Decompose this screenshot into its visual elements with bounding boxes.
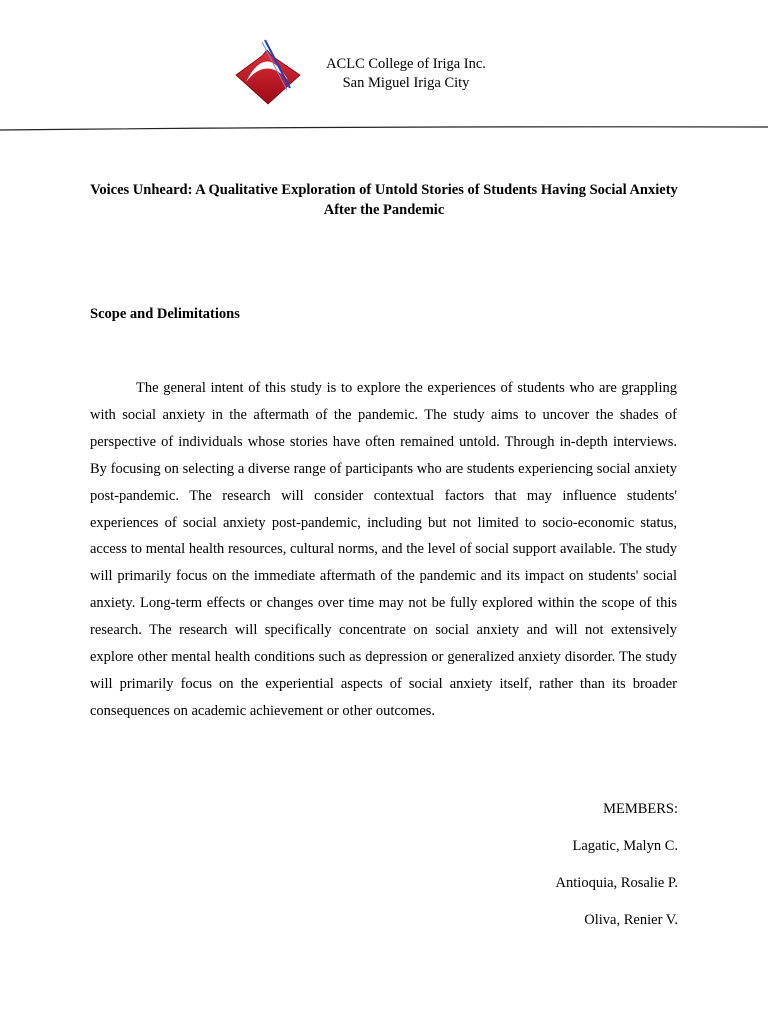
header-divider [0,124,768,132]
section-heading: Scope and Delimitations [90,306,240,322]
institution-address: San Miguel Iriga City [342,75,470,91]
member-name: Lagatic, Malyn C. [572,838,678,854]
aclc-logo-icon [232,38,304,108]
institution-name: ACLC College of Iriga Inc. [326,56,486,72]
member-name: Antioquia, Rosalie P. [555,875,678,891]
members-label: MEMBERS: [603,801,678,817]
institution-header [300,55,512,93]
member-name: Oliva, Renier V. [584,912,678,928]
aclc-logo-graphic [232,38,304,108]
members-block [380,800,678,948]
body-paragraph: The general intent of this study is to explore the experiences of students who are grappling with social anxiety in the aftermath of the pandemic. The study aims to uncover the shades of perspective of individuals whose stories have often remained untold. Through in-depth interviews. By focusing on selecting a diverse range of participants who are students experiencing social anxiety post-pandemic. The research will consider contextual factors that may influence students' experiences of social anxiety post-pandemic, including but not limited to socio-economic status, access to mental health resources, cultural norms, and the level of social support available. The study will primarily focus on the immediate aftermath of the pandemic and its impact on students' social anxiety. Long-term effects or changes over time may not be fully explored within the scope of this research. The research will specifically concentrate on social anxiety and will not extensively explore other mental health conditions such as depression or generalized anxiety disorder. The study will primarily focus on the experiential aspects of social anxiety itself, rather than its broader consequences on academic achievement or other outcomes. [90,380,677,719]
document-title: Voices Unheard: A Qualitative Exploration of Untold Stories of Students Having Social Anxiety After the Pandemic [90,182,678,218]
logo-red-diamond [236,50,300,104]
